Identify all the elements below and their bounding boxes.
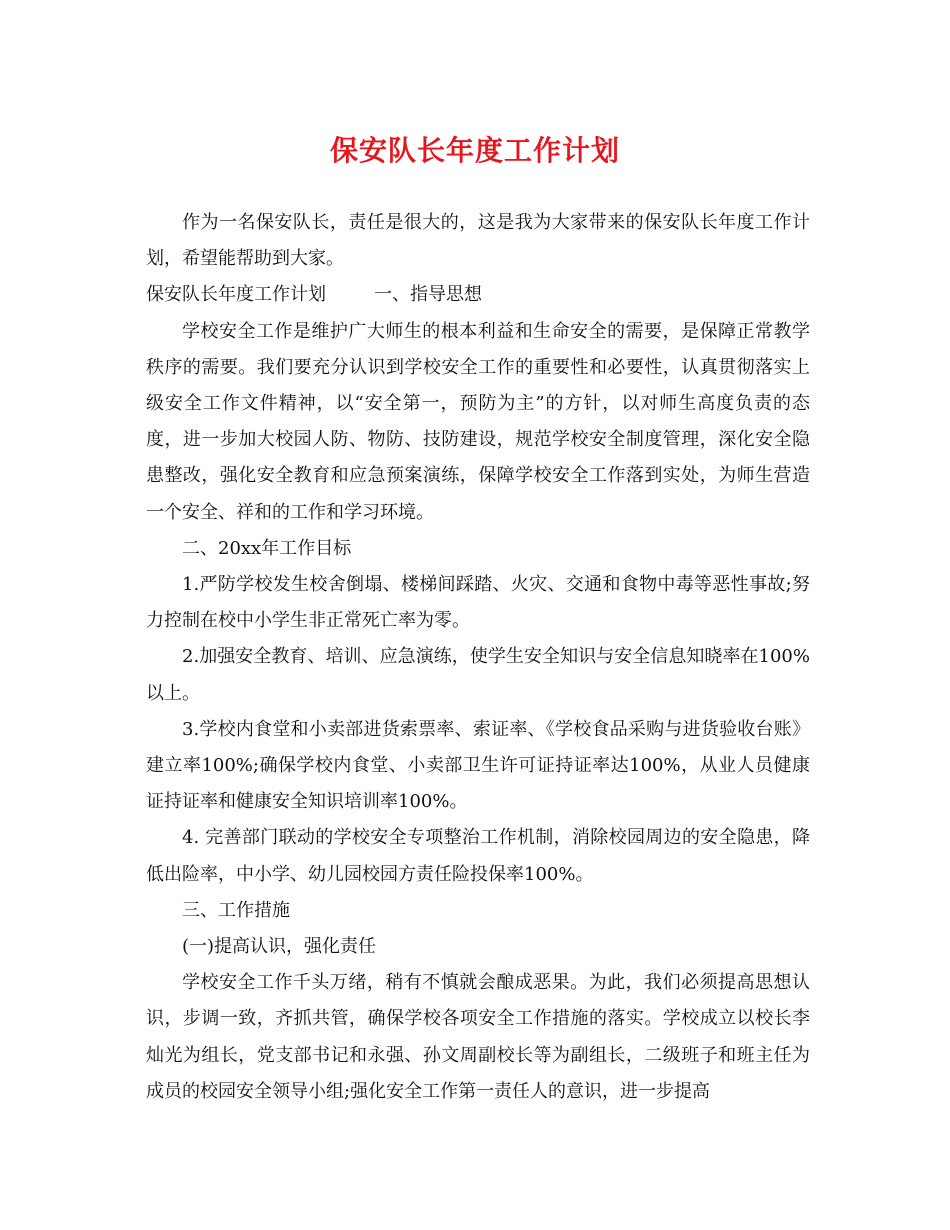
section-3-title: 三、工作措施: [182, 899, 290, 921]
subsection-1-paragraph: 学校安全工作千头万绪，稍有不慎就会酿成恶果。为此，我们必须提高思想认识，步调一致，齐抓共管，确保学校各项安全工作措施的落实。学校成立以校长李灿光为组长，党支部书记和永强、孙文周副校长等为副组长，二级班子和班主任为成员的校园安全领导小组;强化安全工作第一责任人的意识，进一步提高: [146, 972, 810, 1102]
goal-item-4: 4. 完善部门联动的学校安全专项整治工作机制，消除校园周边的安全隐患，降低出险率，中小学、幼儿园校园方责任险投保率100%。: [146, 827, 810, 885]
plan-heading-line: [146, 277, 810, 313]
plan-heading: 保安队长年度工作计划: [146, 284, 326, 306]
section-2-title: 二、20xx年工作目标: [182, 537, 352, 559]
intro-paragraph: 作为一名保安队长，责任是很大的，这是我为大家带来的保安队长年度工作计划，希望能帮助到大家。: [146, 212, 810, 270]
document-title: 保安队长年度工作计划: [329, 134, 620, 167]
goal-item-3: 3.学校内食堂和小卖部进货索票率、索证率、《学校食品采购与进货验收台账》建立率100%;确保学校内食堂、小卖部卫生许可证持证率达100%，从业人员健康证持证率和健康安全知识培训率100%。: [146, 718, 810, 813]
section-1-paragraph: 学校安全工作是维护广大师生的根本利益和生命安全的需要，是保障正常教学秩序的需要。我们要充分认识到学校安全工作的重要性和必要性，认真贯彻落实上级安全工作文件精神，以“安全第一，预防为主”的方针，以对师生高度负责的态度，进一步加大校园人防、物防、技防建设，规范学校安全制度管理，深化安全隐患整改，强化安全教育和应急预案演练，保障学校安全工作落到实处，为师生营造一个安全、祥和的工作和学习环境。: [146, 320, 810, 523]
section-1-title: 一、指导思想: [374, 284, 482, 306]
subsection-1-title: (一)提高认识，强化责任: [182, 936, 377, 958]
goal-item-2: 2.加强安全教育、培训、应急演练，使学生安全知识与安全信息知晓率在100%以上。: [146, 646, 810, 704]
document-body: [146, 205, 810, 1110]
goal-item-1: 1.严防学校发生校舍倒塌、楼梯间踩踏、火灾、交通和食物中毒等恶性事故;努力控制在校中小学生非正常死亡率为零。: [146, 574, 810, 632]
